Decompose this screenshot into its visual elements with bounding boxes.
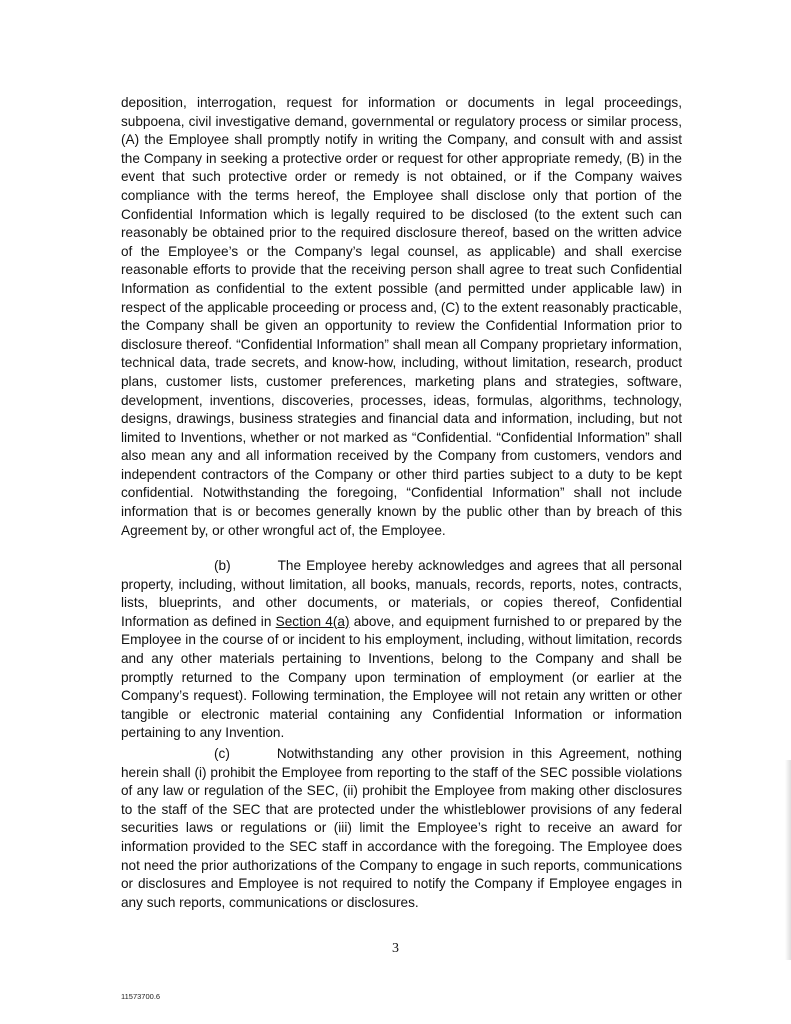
paragraph-c-marker: (c) xyxy=(214,746,230,761)
paragraph-b-marker: (b) xyxy=(214,558,231,573)
paragraph-b-text-start: The Employee hereby acknowledges and agrees that all personal property, including, without limitation, all books, manuals, records, reports, notes, contracts, lists, blueprints, and other documents, or materials, or copies thereof, Confidential Information as defined in xyxy=(121,558,682,629)
paragraph-1-text: deposition, interrogation, request for information or documents in legal proceedings, subpoena, civil investigative demand, governmental or regulatory process or similar process, (A) the Employee shall promptly notify in writing the Company, and consult with and assist the Company in seeking a protective order or request for other appropriate remedy, (B) in the event that such protective order or remedy is not obtained, or if the Company waives compliance with the terms hereof, the Employee shall disclose only that portion of the Confidential Information which is legally required to be disclosed (to the extent such can reasonably be obtained prior to the required disclosure thereof, based on the written advice of the Employee’s or the Company’s legal counsel, as applicable) and shall exercise reasonable efforts to provide that the receiving person shall agree to treat such Confidential Information as confidential to the extent possible (and permitted under applicable law) in respect of the applicable proceeding or process and, (C) to the extent reasonably practicable, the Company shall be given an opportunity to review the Confidential Information prior to disclosure thereof. “Confidential Information” shall mean all Company proprietary information, technical data, trade secrets, and know-how, including, without limitation, research, product plans, customer lists, customer preferences, marketing plans and strategies, software, development, inventions, discoveries, processes, ideas, formulas, algorithms, technology, designs, drawings, business strategies and financial data and information, including, but not limited to Inventions, whether or not marked as “Confidential. “Confidential Information” shall also mean any and all information received by the Company from customers, vendors and independent contractors of the Company or other third parties subject to a duty to be kept confidential. Notwithstanding the foregoing, “Confidential Information” shall not include information that is or becomes generally known by the public other than by breach of this Agreement by, or other wrongful act of, the Employee. xyxy=(121,95,682,538)
section-reference-link[interactable]: Section 4(a) xyxy=(275,613,350,629)
paragraph-c xyxy=(121,745,682,912)
page-number: 3 xyxy=(392,941,399,956)
scan-edge-shadow xyxy=(785,760,791,960)
paragraph-continued xyxy=(121,94,682,540)
document-id: 11573700.6 xyxy=(121,992,161,1001)
paragraph-c-text: Notwithstanding any other provision in this Agreement, nothing herein shall (i) prohibit the Employee from reporting to the staff of the SEC possible violations of any law or regulation of the SEC, (ii) prohibit the Employee from making other disclosures to the staff of the SEC that are protected under the whistleblower provisions of any federal securities laws or regulations or (iii) limit the Employee’s right to receive an award for information provided to the SEC staff in accordance with the foregoing. The Employee does not need the prior authorizations of the Company to engage in such reports, communications or disclosures and Employee is not required to notify the Company if Employee engages in any such reports, communications or disclosures. xyxy=(121,746,682,910)
paragraph-b xyxy=(121,557,682,743)
paragraph-b-text-end: above, and equipment furnished to or prepared by the Employee in the course of or incident to his employment, including, without limitation, records and any other materials pertaining to Inventions, belong to the Company and shall be promptly returned to the Company upon termination of employment (or earlier at the Company’s request). Following termination, the Employee will not retain any written or other tangible or electronic material containing any Confidential Information or information pertaining to any Invention. xyxy=(121,613,682,741)
